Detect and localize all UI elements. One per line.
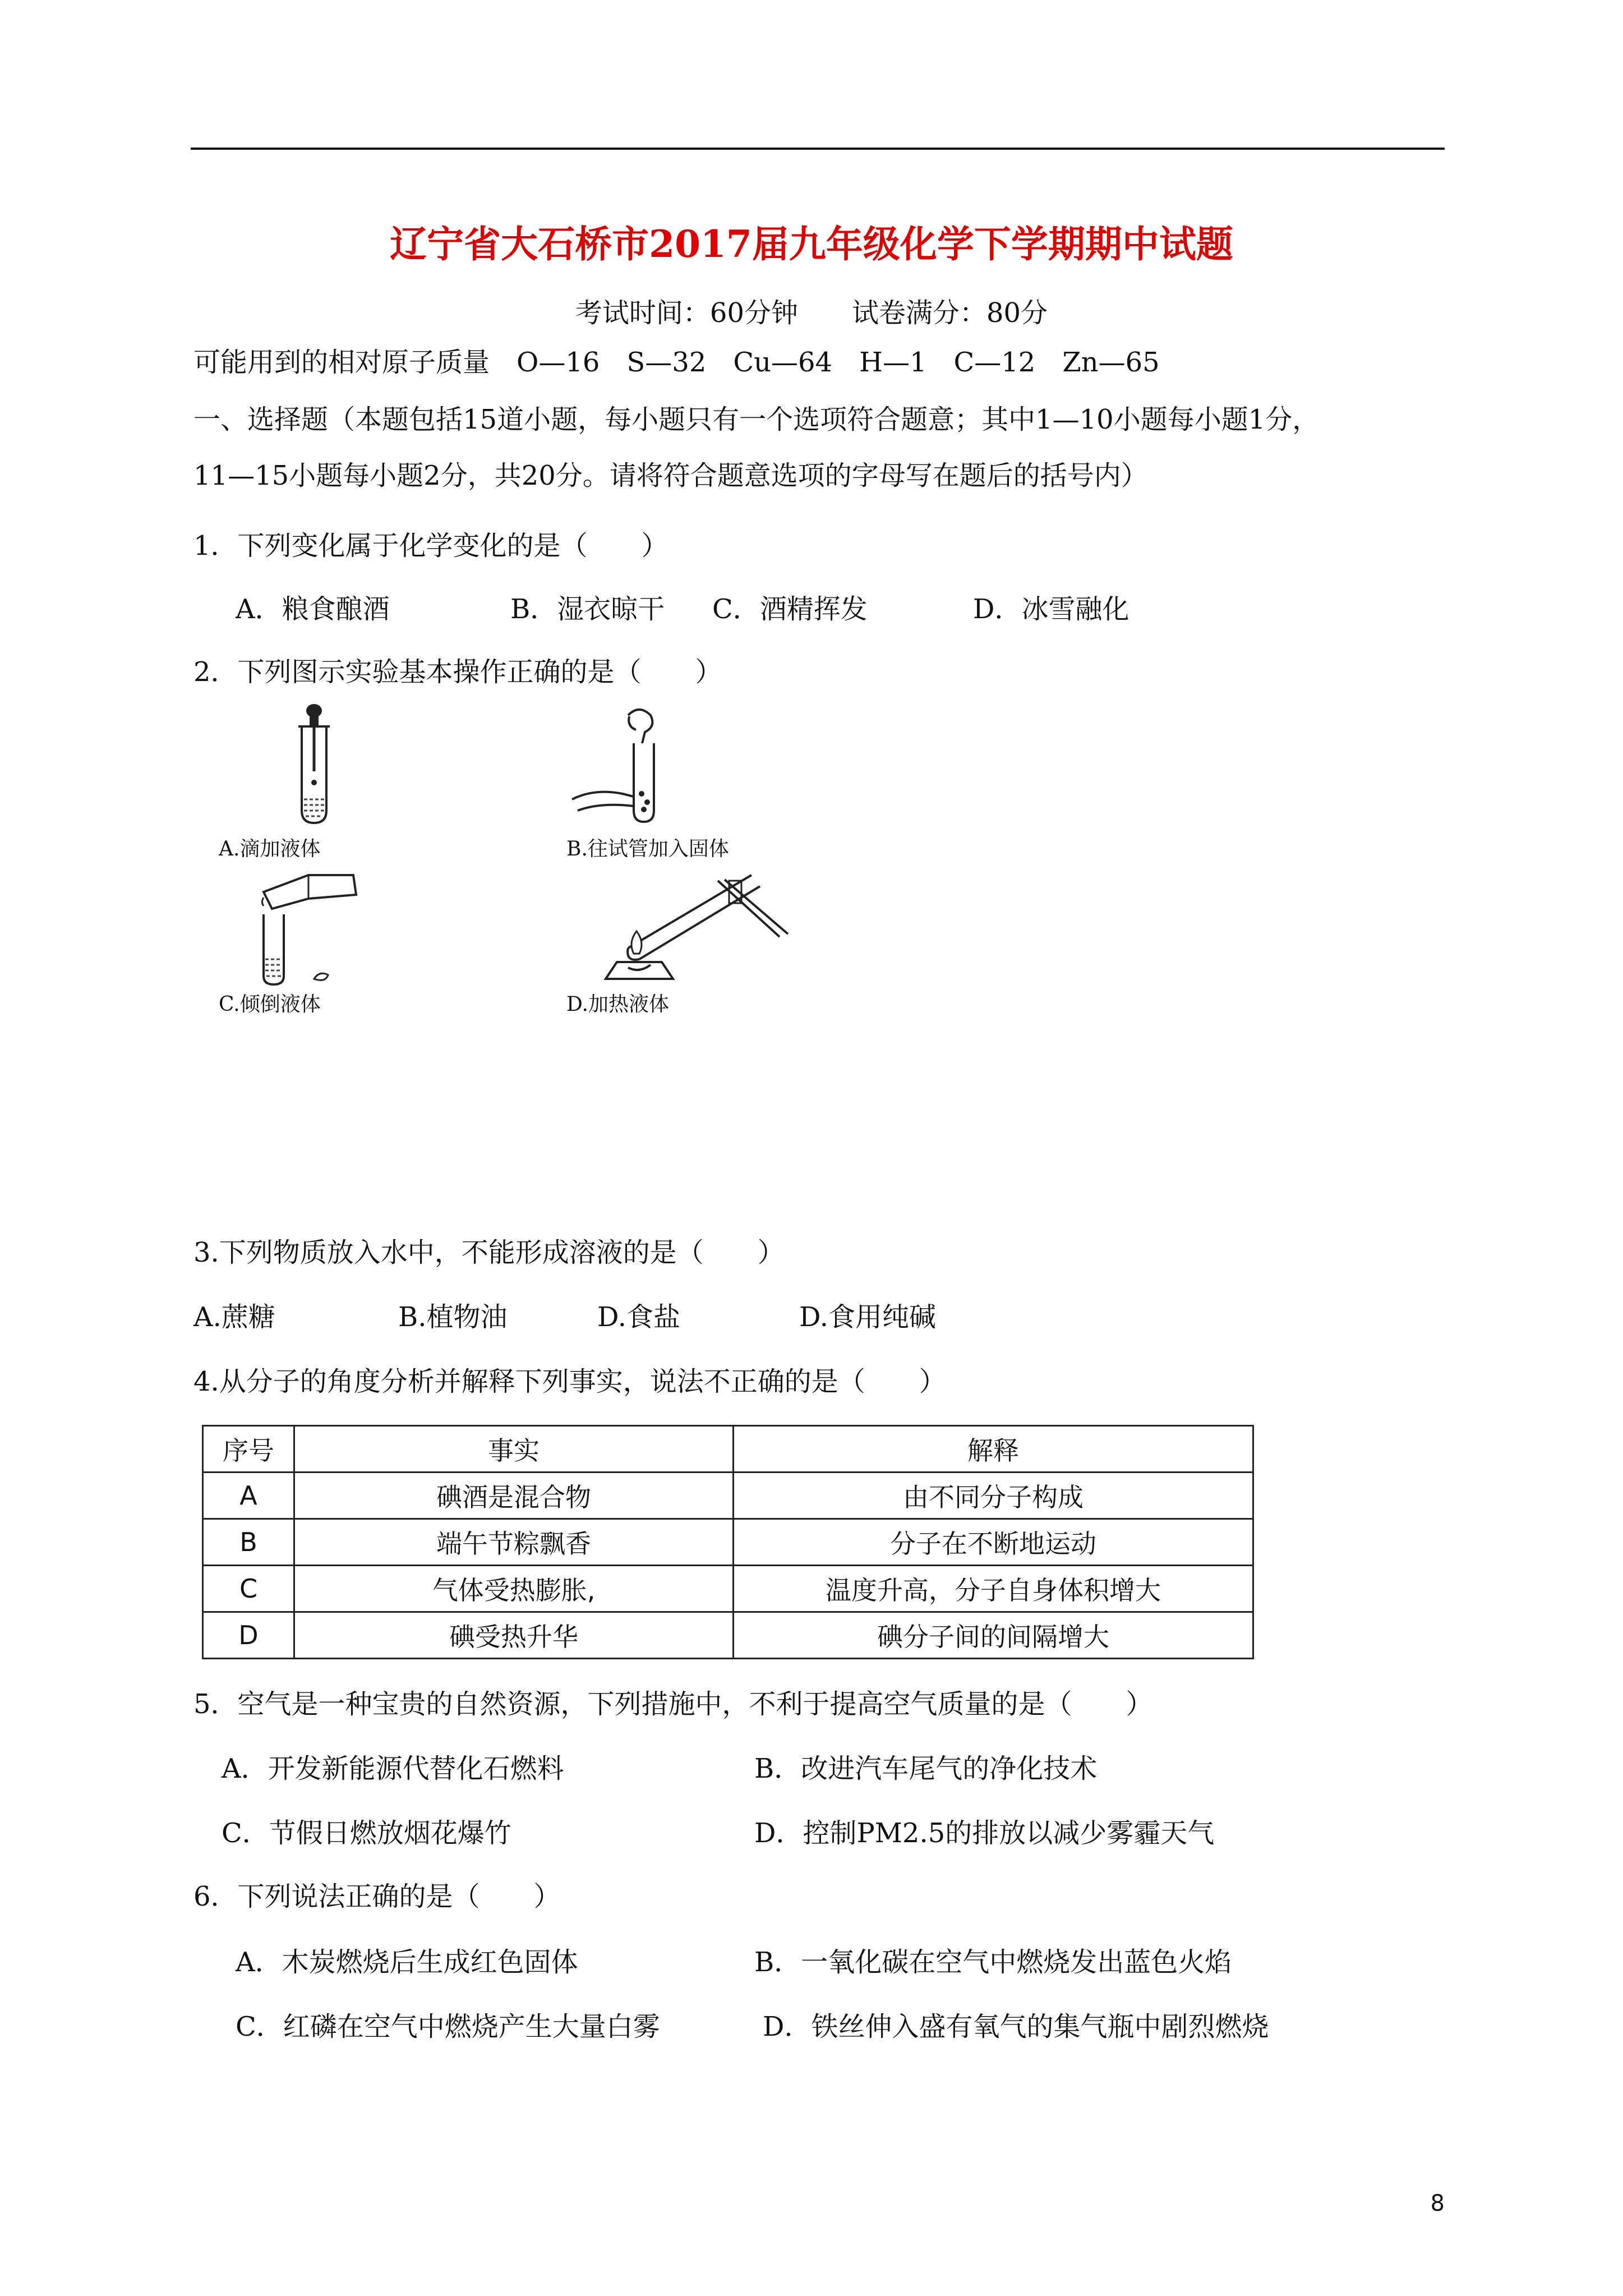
q3-option-d: D.食用纯碱 bbox=[799, 1301, 937, 1333]
table-cell: B bbox=[203, 1519, 294, 1566]
q6-option-d: D．铁丝伸入盛有氧气的集气瓶中剧烈燃烧 bbox=[763, 2011, 1269, 2042]
figure-label-a: A.滴加液体 bbox=[219, 838, 321, 861]
table-row bbox=[203, 1612, 1253, 1659]
table-cell: 碘分子间的间隔增大 bbox=[734, 1612, 1253, 1659]
table-header-row bbox=[203, 1426, 1253, 1473]
question-3-stem: 3.下列物质放入水中，不能形成溶液的是（ ） bbox=[193, 1237, 785, 1268]
exam-info: 考试时间：60分钟 试卷满分：80分 bbox=[575, 297, 1048, 329]
heating-figure bbox=[594, 864, 796, 987]
table-cell: D bbox=[203, 1612, 294, 1659]
q5-option-c: C．节假日燃放烟花爆竹 bbox=[222, 1818, 511, 1849]
q3-option-a: A.蔗糖 bbox=[193, 1301, 275, 1333]
table-cell: 气体受热膨胀, bbox=[294, 1566, 734, 1612]
atomic-masses: 可能用到的相对原子质量 O—16 S—32 Cu—64 H—1 C—12 Zn—65 bbox=[193, 347, 1160, 378]
table-cell: A bbox=[203, 1473, 294, 1519]
q1-option-d: D．冰雪融化 bbox=[973, 593, 1129, 625]
q6-option-b: B．一氧化碳在空气中燃烧发出蓝色火焰 bbox=[754, 1947, 1232, 1978]
question-2-stem: 2．下列图示实验基本操作正确的是（ ） bbox=[193, 656, 722, 688]
table-header: 事实 bbox=[294, 1426, 734, 1473]
q5-option-b: B．改进汽车尾气的净化技术 bbox=[754, 1753, 1098, 1784]
question-5-stem: 5．空气是一种宝贵的自然资源，下列措施中，不利于提高空气质量的是（ ） bbox=[193, 1688, 1153, 1720]
q5-option-a: A．开发新能源代替化石燃料 bbox=[222, 1753, 564, 1784]
table-cell: 温度升高，分子自身体积增大 bbox=[734, 1566, 1253, 1612]
table-row bbox=[203, 1473, 1253, 1519]
question-6-stem: 6．下列说法正确的是（ ） bbox=[193, 1881, 561, 1912]
q6-option-c: C．红磷在空气中燃烧产生大量白雾 bbox=[236, 2011, 660, 2042]
q3-option-c: D.食盐 bbox=[597, 1301, 681, 1333]
q6-option-a: A．木炭燃烧后生成红色固体 bbox=[236, 1947, 578, 1978]
section-intro-line2: 11—15小题每小题2分，共20分。请将符合题意选项的字母写在题后的括号内） bbox=[193, 460, 1148, 491]
table-row bbox=[203, 1566, 1253, 1612]
figure-label-c: C.倾倒液体 bbox=[219, 993, 321, 1016]
q3-option-b: B.植物油 bbox=[398, 1301, 508, 1333]
table-header: 序号 bbox=[203, 1426, 294, 1473]
q1-option-a: A．粮食酿酒 bbox=[236, 593, 390, 625]
section-intro-line1: 一、选择题（本题包括15道小题，每小题只有一个选项符合题意；其中1—10小题每小题1分， bbox=[193, 404, 1320, 435]
pouring-figure bbox=[241, 864, 376, 987]
q1-option-c: C．酒精挥发 bbox=[712, 593, 868, 625]
table-header: 解释 bbox=[734, 1426, 1253, 1473]
page-title: 辽宁省大石桥市2017届九年级化学下学期期中试题 bbox=[390, 222, 1233, 266]
question-1-stem: 1．下列变化属于化学变化的是（ ） bbox=[193, 530, 668, 562]
q5-option-d: D．控制PM2.5的排放以减少雾霾天气 bbox=[754, 1818, 1215, 1849]
header-rule bbox=[191, 148, 1445, 150]
facts-table bbox=[202, 1425, 1254, 1659]
table-cell: C bbox=[203, 1566, 294, 1612]
figure-label-d: D.加热液体 bbox=[566, 993, 670, 1016]
table-cell: 碘酒是混合物 bbox=[294, 1473, 734, 1519]
table-cell: 分子在不断地运动 bbox=[734, 1519, 1253, 1566]
solid-addition-figure bbox=[566, 704, 679, 827]
table-row bbox=[203, 1519, 1253, 1566]
table-cell: 碘受热升华 bbox=[294, 1612, 734, 1659]
dropper-figure bbox=[275, 704, 353, 827]
q1-option-b: B．湿衣晾干 bbox=[510, 593, 665, 625]
figure-label-b: B.往试管加入固体 bbox=[566, 838, 729, 861]
question-4-stem: 4.从分子的角度分析并解释下列事实，说法不正确的是（ ） bbox=[193, 1366, 946, 1397]
page-number: 8 bbox=[1430, 2191, 1445, 2216]
table-cell: 端午节粽飘香 bbox=[294, 1519, 734, 1566]
table-cell: 由不同分子构成 bbox=[734, 1473, 1253, 1519]
